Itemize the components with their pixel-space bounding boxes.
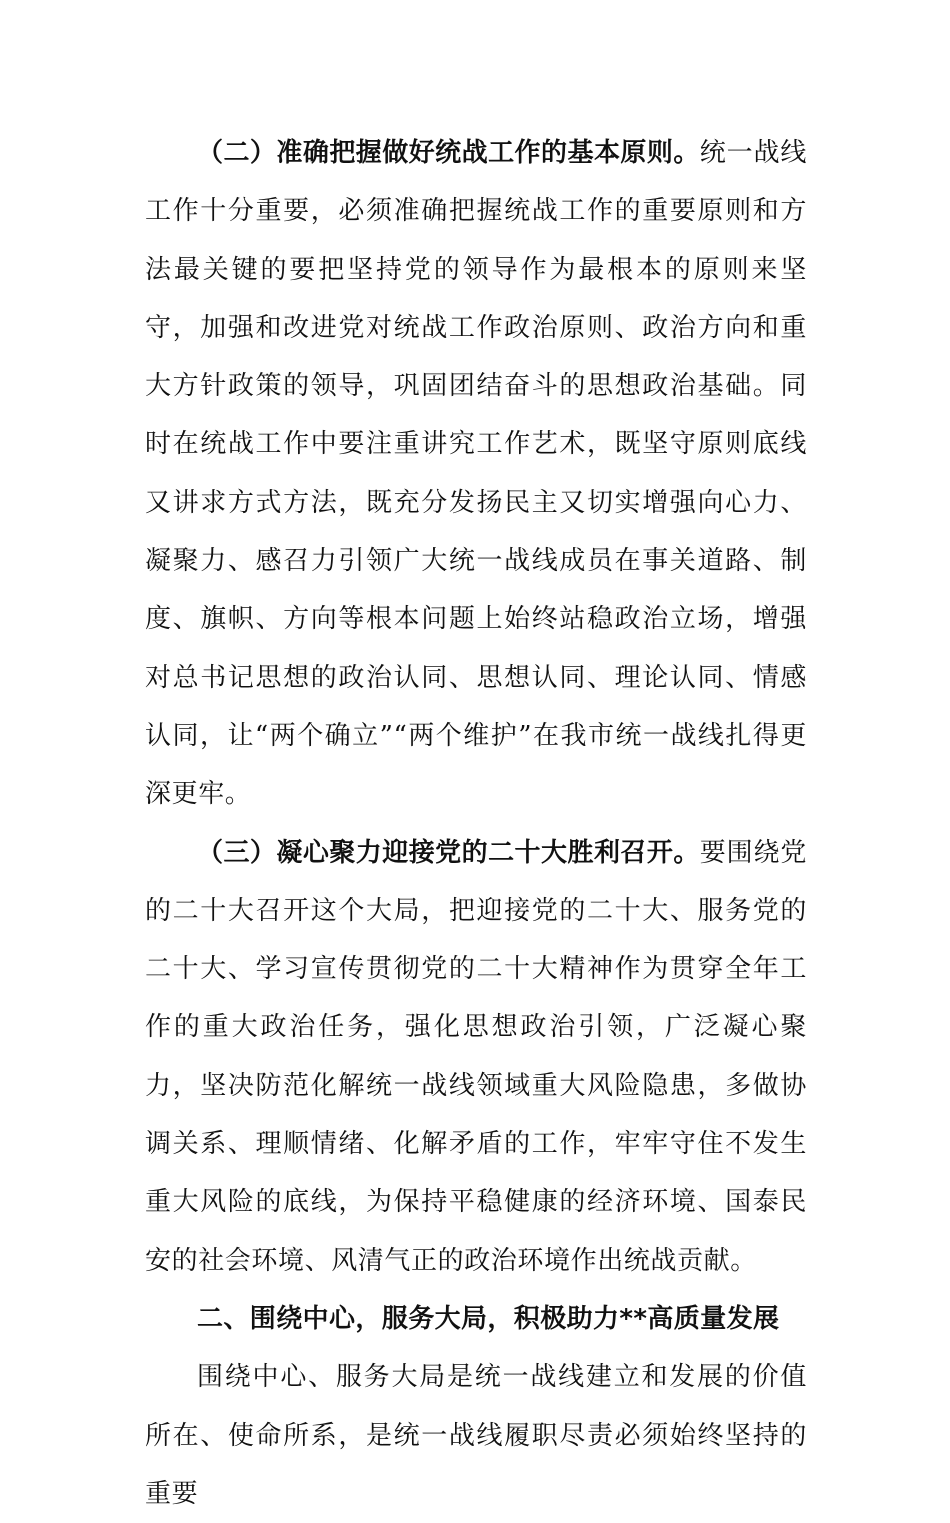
paragraph-basic-principles <box>145 124 807 824</box>
document-body <box>145 124 807 1523</box>
paragraph-lead: （二）准确把握做好统战工作的基本原则。 <box>197 138 700 168</box>
paragraph-twentieth-congress <box>145 824 807 1290</box>
paragraph-text: 要围绕党的二十大召开这个大局，把迎接党的二十大、服务党的二十大、学习宣传贯彻党的二十大精神作为贯穿全年工作的重大政治任务，强化思想政治引领，广泛凝心聚力，坚决防范化解统一战线领域重大风险隐患，多做协调关系、理顺情绪、化解矛盾的工作，牢牢守住不发生重大风险的底线，为保持平稳健康的经济环境、国泰民安的社会环境、风清气正的政治环境作出统战贡献。 <box>145 837 807 1276</box>
section-heading: 二、围绕中心，服务大局，积极助力**高质量发展 <box>197 1303 780 1334</box>
paragraph-lead: （三）凝心聚力迎接党的二十大胜利召开。 <box>197 837 700 868</box>
paragraph-text: 统一战线工作十分重要，必须准确把握统战工作的重要原则和方法最关键的要把坚持党的领导作为最根本的原则来坚守，加强和改进党对统战工作政治原则、政治方向和重大方针政策的领导，巩固团结奋斗的思想政治基础。同时在统战工作中要注重讲究工作艺术，既坚守原则底线又讲求方式方法，既充分发扬民主又切实增强向心力、凝聚力、感召力引领广大统一战线成员在事关道路、制度、旗帜、方向等根本问题上始终站稳政治立场，增强对总书记思想的政治认同、思想认同、理论认同、情感认同，让“两个确立”“两个维护”在我市统一战线扎得更深更牢。 <box>145 138 807 810</box>
paragraph-section-intro: 围绕中心、服务大局是统一战线建立和发展的价值所在、使命所系，是统一战线履职尽责必须始终坚持的重要 <box>145 1362 807 1509</box>
